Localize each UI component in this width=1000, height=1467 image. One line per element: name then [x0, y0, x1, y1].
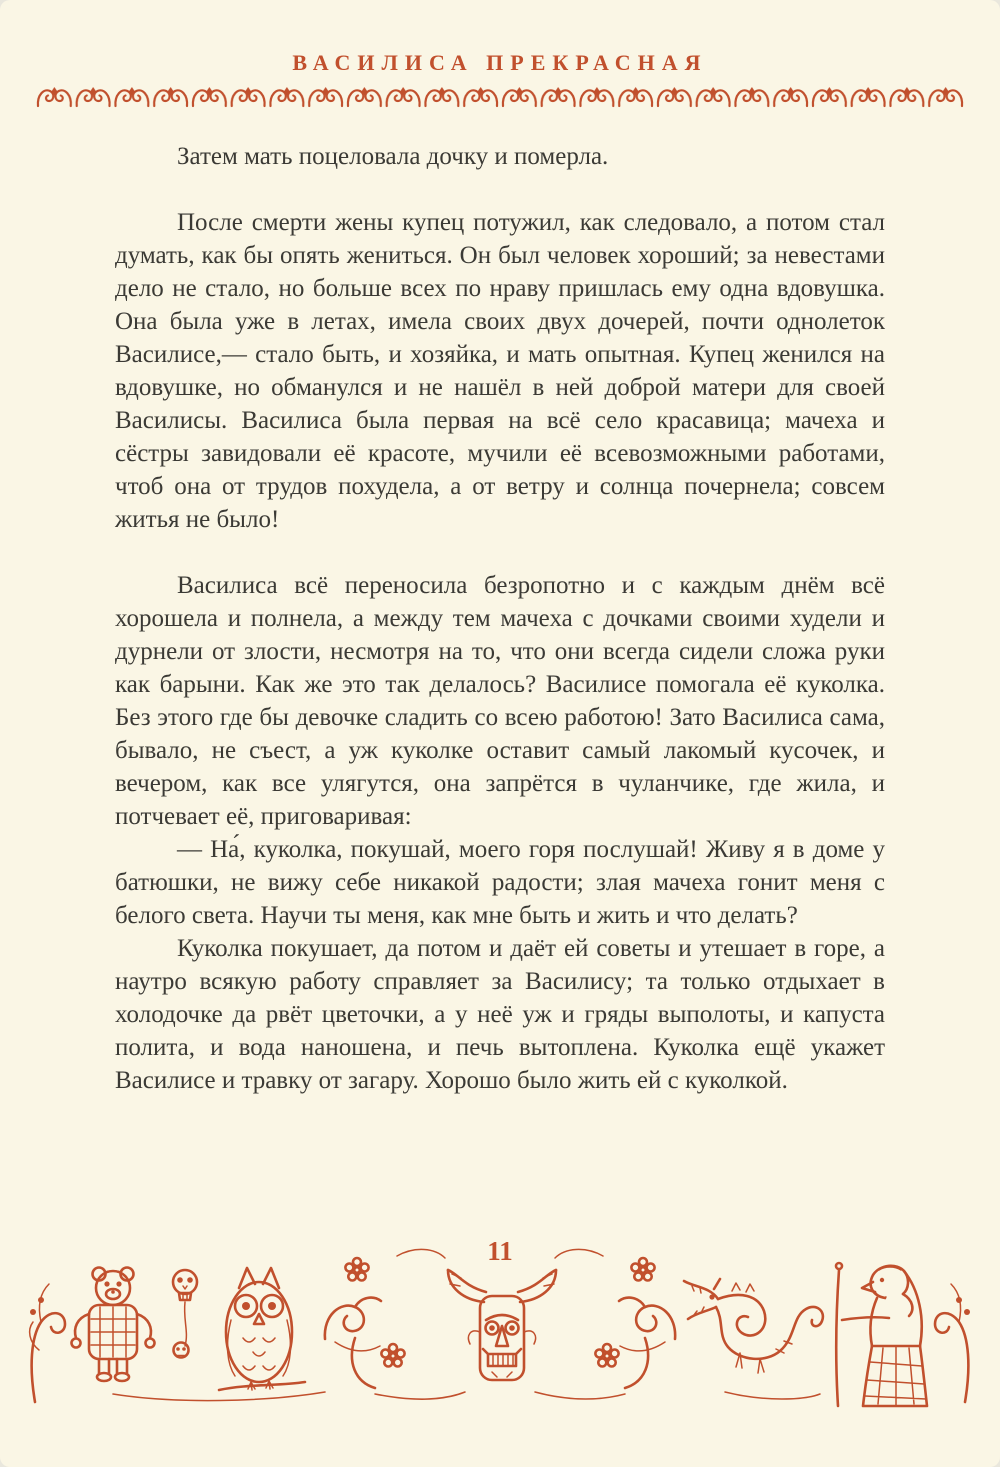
page-title: ВАСИЛИСА ПРЕКРАСНАЯ — [292, 50, 708, 75]
page-number: 11 — [487, 1236, 513, 1266]
floral-scroll-icon — [113, 1392, 820, 1401]
floral-scroll-icon — [325, 1249, 445, 1388]
paragraph: Василиса всё переносила безропотно и с каждым днём всё хорошела и полнела, а между тем мачеха с дочками своими худели и дурнели от злости, несмотря на то, что они всегда сидели сложа руки как барыни. Как же это так делалось? Василисе помогала её куколка. Без этого где бы девочке сладить со всею работою! Зато Василиса сама, бывало, не съест, а уж куколке оставит самый лакомый кусочек, и вечером, как все улягутся, она запрётся в чуланчике, где жила, и потчевает её, приговаривая: — [115, 572, 885, 830]
horned-mask-icon — [448, 1270, 556, 1380]
baba-yaga-icon — [836, 1263, 927, 1406]
floral-scroll-icon — [30, 1284, 65, 1402]
floral-scroll-icon — [935, 1284, 970, 1402]
paragraph: После смерти жены купец потужил, как следовало, а потом стал думать, как бы опять жениться. Он был человек хороший; за невестами дело не стало, но больше всех по нраву пришлась ему одна вдовушка. Она была уже в летах, имела своих двух дочерей, почти однолеток Василисе,— стало быть, и хозяйка, и мать опытная. Купец женился на вдовушке, но обманулся и не нашёл в ней доброй матери для своей Василисы. Василиса была первая на всё село красавица; мачеха и сёстры завидовали её красоте, мучили её всевозможными работами, чтоб она от трудов похудела, а от ветру и солнца почернела; совсем житья не было! — [115, 209, 885, 533]
skull-icon — [174, 1343, 189, 1358]
story-text — [115, 140, 885, 1097]
header-ornament-border — [35, 84, 965, 110]
paragraph: Затем мать поцеловала дочку и померла. — [177, 143, 609, 170]
bear-icon — [72, 1268, 155, 1382]
paragraph: Куколка покушает, да потом и даёт ей советы и утешает в горе, а наутро всякую работу справляет за Василису; та только отдыхает в холодочке да рвёт цветочки, а у неё уж и гряды выполоты, и капуста полита, и вода наношена, и печь вытоплена. Куколка ещё укажет Василисе и травку от загару. Хорошо было жить ей с куколкой. — [115, 935, 885, 1094]
footer-ornament — [25, 1242, 975, 1412]
dragon-icon — [684, 1279, 823, 1373]
owl-icon — [219, 1268, 305, 1390]
skull-icon — [173, 1270, 197, 1346]
paragraph: — На́, куколка, покушай, моего горя послушай! Живу я в доме у батюшки, не вижу себе никакой радости; злая мачеха гонит меня с белого света. Научи ты меня, как мне быть и жить и что делать? — [115, 836, 885, 929]
floral-scroll-icon — [555, 1249, 675, 1388]
